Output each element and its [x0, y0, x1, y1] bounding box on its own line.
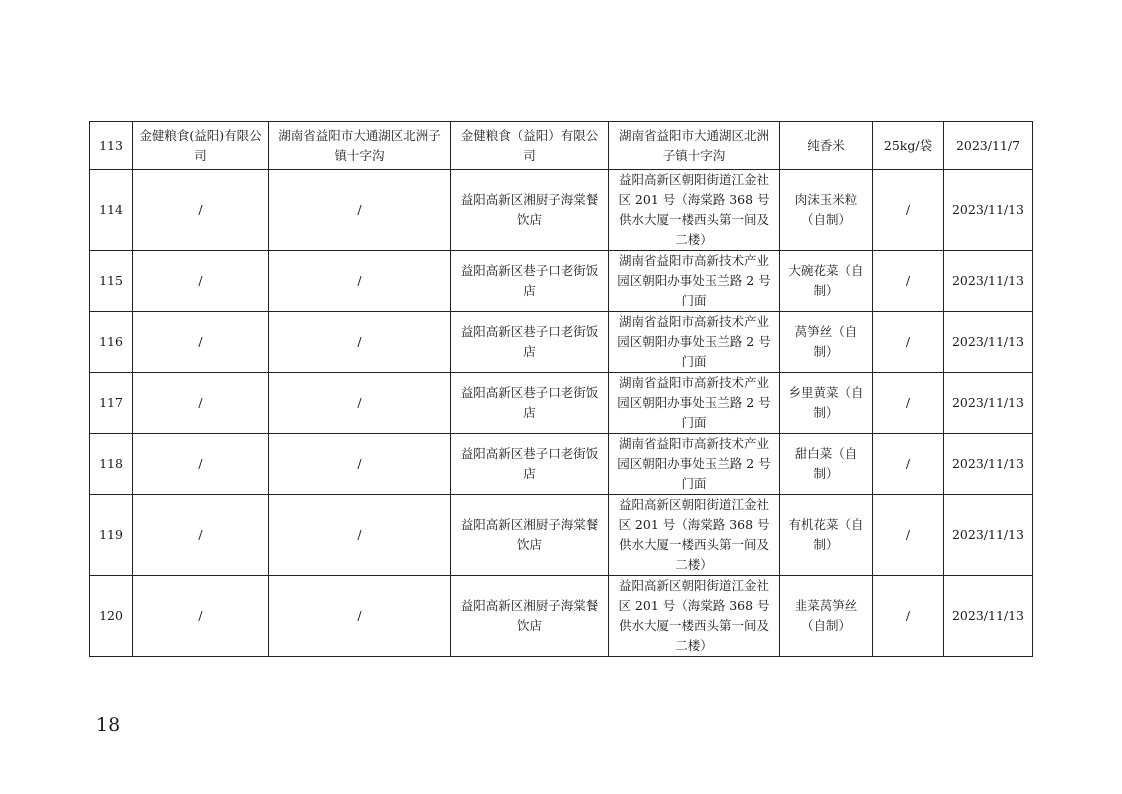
product-name: 大碗花菜（自制） — [780, 251, 873, 312]
sampled-unit: 益阳高新区湘厨子海棠餐饮店 — [451, 576, 609, 657]
specification: / — [873, 312, 944, 373]
sampled-unit-address: 益阳高新区朝阳街道江金社区 201 号（海棠路 368 号供水大厦一楼西头第一间及二楼） — [609, 170, 780, 251]
producer-address: / — [269, 434, 451, 495]
sampled-unit-address: 益阳高新区朝阳街道江金社区 201 号（海棠路 368 号供水大厦一楼西头第一间及二楼） — [609, 495, 780, 576]
product-name: 莴笋丝（自制） — [780, 312, 873, 373]
table-row — [90, 434, 1033, 495]
specification: / — [873, 495, 944, 576]
row-number: 119 — [90, 495, 133, 576]
producer-address: / — [269, 495, 451, 576]
sampled-unit-address: 湖南省益阳市高新技术产业园区朝阳办事处玉兰路 2 号门面 — [609, 373, 780, 434]
production-date: 2023/11/13 — [944, 251, 1033, 312]
product-name: 甜白菜（自制） — [780, 434, 873, 495]
production-date: 2023/11/13 — [944, 373, 1033, 434]
sampling-table — [89, 121, 1033, 657]
product-name: 有机花菜（自制） — [780, 495, 873, 576]
producer-address: / — [269, 576, 451, 657]
sampled-unit: 益阳高新区湘厨子海棠餐饮店 — [451, 170, 609, 251]
specification: / — [873, 373, 944, 434]
table-row — [90, 312, 1033, 373]
producer-name: / — [133, 312, 269, 373]
sampled-unit-address: 益阳高新区朝阳街道江金社区 201 号（海棠路 368 号供水大厦一楼西头第一间及二楼） — [609, 576, 780, 657]
producer-name: / — [133, 495, 269, 576]
table-row — [90, 373, 1033, 434]
production-date: 2023/11/13 — [944, 434, 1033, 495]
table-row — [90, 122, 1033, 170]
producer-address: / — [269, 312, 451, 373]
producer-address: / — [269, 373, 451, 434]
specification: / — [873, 251, 944, 312]
producer-name: / — [133, 251, 269, 312]
sampled-unit-address: 湖南省益阳市高新技术产业园区朝阳办事处玉兰路 2 号门面 — [609, 251, 780, 312]
producer-name: / — [133, 170, 269, 251]
production-date: 2023/11/13 — [944, 312, 1033, 373]
sampled-unit-address: 湖南省益阳市高新技术产业园区朝阳办事处玉兰路 2 号门面 — [609, 434, 780, 495]
sampled-unit: 益阳高新区巷子口老街饭店 — [451, 251, 609, 312]
row-number: 116 — [90, 312, 133, 373]
product-name: 肉沫玉米粒（自制） — [780, 170, 873, 251]
table-row — [90, 170, 1033, 251]
production-date: 2023/11/7 — [944, 122, 1033, 170]
row-number: 114 — [90, 170, 133, 251]
producer-name: / — [133, 434, 269, 495]
production-date: 2023/11/13 — [944, 495, 1033, 576]
producer-address: 湖南省益阳市大通湖区北洲子镇十字沟 — [269, 122, 451, 170]
producer-name: / — [133, 576, 269, 657]
producer-name: / — [133, 373, 269, 434]
page-number: 18 — [96, 714, 121, 736]
specification: / — [873, 434, 944, 495]
sampled-unit: 金健粮食（益阳）有限公司 — [451, 122, 609, 170]
production-date: 2023/11/13 — [944, 576, 1033, 657]
row-number: 120 — [90, 576, 133, 657]
sampled-unit: 益阳高新区巷子口老街饭店 — [451, 373, 609, 434]
sampled-unit: 益阳高新区巷子口老街饭店 — [451, 434, 609, 495]
specification: / — [873, 576, 944, 657]
row-number: 117 — [90, 373, 133, 434]
sampled-unit: 益阳高新区湘厨子海棠餐饮店 — [451, 495, 609, 576]
product-name: 乡里黄菜（自制） — [780, 373, 873, 434]
table-row — [90, 495, 1033, 576]
table-row — [90, 576, 1033, 657]
row-number: 115 — [90, 251, 133, 312]
producer-name: 金健粮食(益阳)有限公司 — [133, 122, 269, 170]
sampled-unit: 益阳高新区巷子口老街饭店 — [451, 312, 609, 373]
row-number: 113 — [90, 122, 133, 170]
sampled-unit-address: 湖南省益阳市高新技术产业园区朝阳办事处玉兰路 2 号门面 — [609, 312, 780, 373]
product-name: 纯香米 — [780, 122, 873, 170]
sampled-unit-address: 湖南省益阳市大通湖区北洲子镇十字沟 — [609, 122, 780, 170]
production-date: 2023/11/13 — [944, 170, 1033, 251]
row-number: 118 — [90, 434, 133, 495]
producer-address: / — [269, 251, 451, 312]
specification: 25kg/袋 — [873, 122, 944, 170]
table-row — [90, 251, 1033, 312]
product-name: 韭菜莴笋丝（自制） — [780, 576, 873, 657]
specification: / — [873, 170, 944, 251]
producer-address: / — [269, 170, 451, 251]
